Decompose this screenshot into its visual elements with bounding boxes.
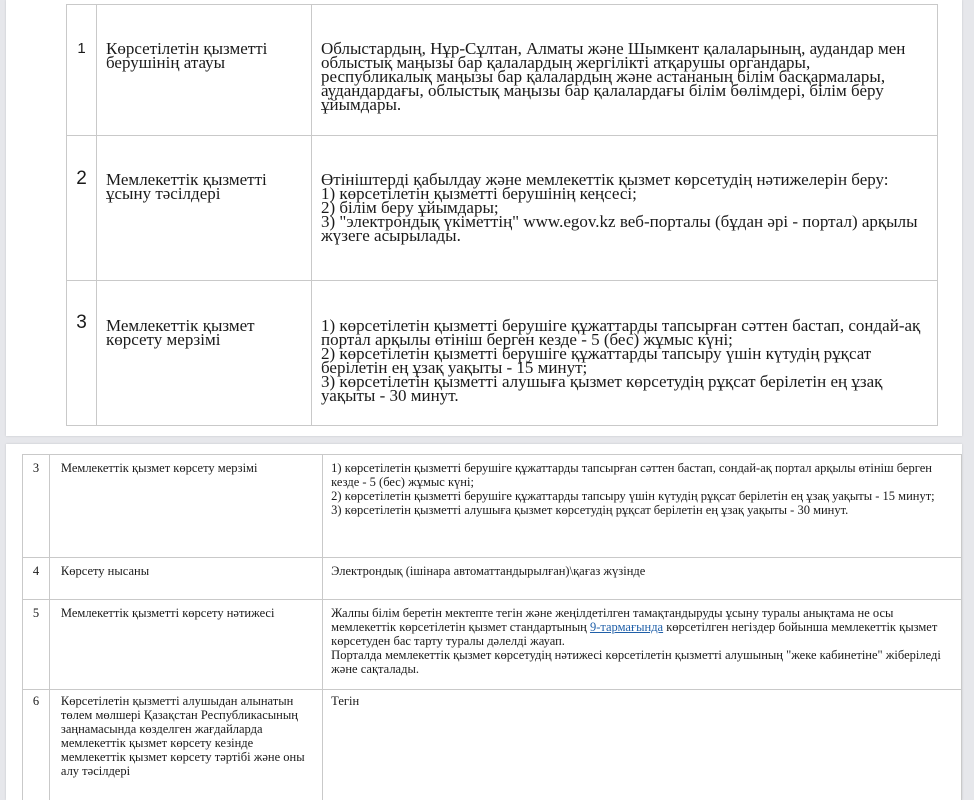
row-content	[312, 136, 938, 281]
content-line: 1) көрсетілетін қызметті берушінің кеңсесі;	[321, 184, 637, 203]
zoomed-document-page	[6, 0, 962, 436]
content-line: 2) көрсетілетін қызметті берушіге құжаттарды тапсыру үшін күтудің рұқсат берілетін ең ұзақ уақыты - 15 минут;	[331, 489, 935, 503]
row-content	[323, 600, 962, 690]
row-label: Көрсету нысаны	[49, 558, 322, 600]
row-label: Көрсетілетін қызметті алушыдан алынатын төлем мөлшері Қазақстан Республикасының заңнамасында көзделген жағдайларда мемлекеттік қызмет көрсету кезінде мемлекеттік қызмет көрсету тәртібі және оны алу тәсілдері	[49, 690, 322, 800]
row-number: 2	[67, 136, 97, 281]
table-row	[23, 600, 962, 690]
row-label: Көрсетілетін қызметті берушінің атауы	[97, 5, 312, 136]
row-number: 4	[23, 558, 50, 600]
row-label: Мемлекеттік қызметті ұсыну тәсілдері	[97, 136, 312, 281]
content-line: 2) білім беру ұйымдары;	[321, 198, 499, 217]
row-number: 3	[67, 281, 97, 426]
table-row	[67, 5, 938, 136]
row-label: Мемлекеттік қызмет көрсету мерзімі	[97, 281, 312, 426]
service-standard-table-zoomed	[66, 4, 938, 426]
row-label: Мемлекеттік қызмет көрсету мерзімі	[49, 455, 322, 558]
content-line: Облыстардың, Нұр-Сұлтан, Алматы және Шымкент қалаларының, аудандар мен облыстық маңызы бар қалалардың жергілікті атқарушы органдары, республикалық маңызы бар қалалардың және астананың білім басқармалары, аудандардағы, облыстық маңызы бар қалалардағы білім бөлімдері, білім беру ұйымдары.	[321, 39, 906, 114]
paragraph-9-link[interactable]: 9-тармағында	[589, 620, 664, 634]
table-row	[23, 558, 962, 600]
row-number: 6	[23, 690, 50, 800]
content-line: 3) көрсетілетін қызметті алушыға қызмет көрсетудің рұқсат берілетін ең ұзақ уақыты - 30 минут.	[331, 503, 849, 517]
table-row	[23, 455, 962, 558]
document-page	[6, 444, 962, 800]
row-number: 3	[23, 455, 50, 558]
content-line: 1) көрсетілетін қызметті берушіге құжаттарды тапсырған сәттен бастап, сондай-ақ портал арқылы өтініш берген кезде - 5 (бес) жұмыс күні;	[331, 461, 932, 489]
content-text: көрсетілген негіздер бойынша мемлекеттік қызмет көрсетуден бас тарту туралы дәлелді жауап.	[331, 620, 938, 648]
table-row	[23, 690, 962, 800]
content-line: Тегін	[331, 694, 360, 708]
row-number: 1	[67, 5, 97, 136]
content-text: Жалпы білім беретін мектепте тегін және жеңілдетілген тамақтандыруды ұсыну туралы анықтама не осы мемлекеттік көрсетілетін қызмет стандартының	[331, 606, 894, 634]
service-standard-table	[22, 454, 962, 800]
content-line: Электрондық (ішінара автоматтандырылған)\қағаз жүзінде	[331, 564, 646, 578]
content-line: 3) көрсетілетін қызметті алушыға қызмет көрсетудің рұқсат берілетін ең ұзақ уақыты - 30 минут.	[321, 372, 883, 405]
row-content	[323, 455, 962, 558]
content-line: 3) "электрондық үкіметтің" www.egov.kz веб-порталы (бұдан әрі - портал) арқылы жүзеге асырылады.	[321, 212, 918, 245]
row-number: 5	[23, 600, 50, 690]
row-content	[323, 558, 962, 600]
content-line: 2) көрсетілетін қызметті берушіге құжаттарды тапсыру үшін күтудің рұқсат берілетін ең ұзақ уақыты - 15 минут;	[321, 344, 872, 377]
row-content	[312, 281, 938, 426]
row-content	[312, 5, 938, 136]
row-label: Мемлекеттік қызметті көрсету нәтижесі	[49, 600, 322, 690]
table-row	[67, 136, 938, 281]
content-line: Өтініштерді қабылдау және мемлекеттік қызмет көрсетудің нәтижелерін беру:	[321, 170, 889, 189]
row-content	[323, 690, 962, 800]
content-line: Порталда мемлекеттік қызмет көрсетудің нәтижесі көрсетілетін қызметті алушының "жеке кабинетіне" жіберіледі және сақталады.	[331, 648, 941, 676]
content-line: 1) көрсетілетін қызметті берушіге құжаттарды тапсырған сәттен бастап, сондай-ақ портал арқылы өтініш берген кезде - 5 (бес) жұмыс күні;	[321, 316, 921, 349]
table-row	[67, 281, 938, 426]
